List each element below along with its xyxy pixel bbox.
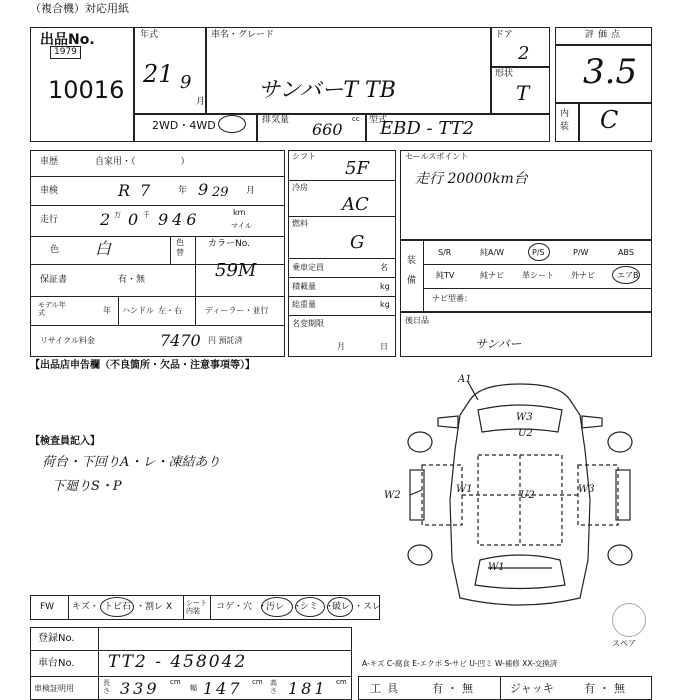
chassis-value: TT2 - 458042 — [108, 652, 248, 672]
height-label: 高さ — [270, 679, 277, 695]
sales-label: セールスポイント — [405, 152, 469, 161]
car-damage-diagram — [380, 370, 670, 620]
door-value: 2 — [518, 43, 530, 64]
drive-label: 2WD・4WD — [152, 119, 216, 132]
height-unit: cm — [336, 678, 347, 686]
inspection-day: 29 — [212, 185, 229, 200]
color-no-label: カラーNo. — [208, 239, 250, 249]
4wd-circle — [218, 115, 246, 133]
fw-item-crack: ・割レ — [136, 602, 164, 612]
diag-label-w1-left: W1 — [456, 484, 473, 495]
sales-box — [400, 150, 652, 240]
dealer-label: ディーラー・並行 — [205, 306, 269, 315]
width-unit: cm — [252, 678, 263, 686]
car-name-value: サンバーT TB — [258, 78, 396, 103]
lot-number: 10016 — [48, 76, 125, 104]
lot-small-number: 1979 — [50, 46, 81, 59]
fw-item-scratch: キズ・ — [72, 602, 99, 612]
km-unit: km — [233, 208, 246, 217]
handle-value: 左・右 — [158, 306, 182, 315]
interior-value: C — [600, 106, 619, 134]
inspector-line1: 荷台・下回りA・レ・凍結あり — [42, 455, 221, 470]
model-value: EBD - TT2 — [380, 118, 475, 139]
mileage-rest: 946 — [158, 210, 201, 229]
inspection-year: 7 — [140, 181, 151, 200]
len-unit: cm — [170, 678, 181, 686]
fw-item-x: X — [166, 602, 173, 612]
sales-value: 走行 20000km台 — [415, 171, 528, 187]
height-value: 181 — [288, 679, 328, 698]
equip-sr: S/R — [438, 248, 452, 257]
diag-label-u2-top: U2 — [518, 428, 533, 439]
diag-label-w3-top: W3 — [516, 412, 533, 423]
color-value: 白 — [95, 239, 112, 258]
jack-value: 有・無 — [584, 682, 629, 695]
equip-pw: P/W — [573, 248, 589, 257]
equip-airbag: エアB — [617, 271, 639, 280]
equip-ext-navi: 外ナビ — [571, 271, 595, 280]
cert-label: 車検証明用 — [34, 684, 74, 693]
load-unit: kg — [380, 282, 390, 291]
year-label: 年式 — [140, 30, 159, 40]
diag-label-w3-right: W3 — [578, 484, 595, 495]
change-label: 名変期限 — [292, 319, 324, 328]
fw-tear: 破レ — [332, 602, 351, 612]
grade-label: 評価点 — [585, 30, 625, 40]
chassis-label: 車台No. — [38, 658, 75, 669]
fw-burn: コゲ・穴 — [216, 602, 253, 612]
equip-navi: 純ナビ — [480, 271, 504, 280]
mileage-label: 走行 — [40, 215, 59, 225]
capacity-label: 乗車定員 — [292, 263, 324, 272]
tear-circle — [327, 597, 353, 617]
shape-value: T — [516, 81, 530, 105]
inspection-label: 車検 — [40, 186, 59, 196]
damage-legend: A-キズ C-腐食 E-エクボ S-サビ U-凹ミ W-補修 XX-交換済 — [362, 659, 558, 668]
change-day: 日 — [380, 342, 388, 351]
equip-abs: ABS — [618, 248, 634, 257]
inspection-month-unit: 月 — [246, 186, 256, 196]
ac-label: 冷房 — [292, 183, 308, 192]
mile-unit: マイル — [231, 222, 252, 230]
equip-aw: 純A/W — [480, 248, 505, 257]
diag-label-a1: A1 — [458, 374, 472, 385]
airbag-circle — [612, 266, 640, 284]
width-value: 147 — [203, 679, 243, 698]
fw-stain: シミ — [300, 602, 319, 612]
fw-dot3: ・ — [325, 602, 335, 612]
recycle-unit: 円 預託済 — [208, 336, 243, 345]
fw-item-chip: トビ石 — [104, 602, 132, 612]
inspection-era: R — [118, 181, 131, 200]
form-caption: （複合機）対応用紙 — [30, 2, 129, 15]
mileage-sen: 0 — [128, 210, 139, 229]
len-value: 339 — [120, 679, 160, 698]
mileage-man: 2 — [100, 210, 111, 229]
history-value: 自家用・（ ） — [95, 157, 190, 167]
month-unit: 月 — [196, 97, 206, 107]
len-label: 長さ — [103, 679, 110, 695]
diag-label-w1-bottom: W1 — [488, 562, 505, 573]
later-box — [400, 312, 652, 357]
shift-label: シフト — [292, 152, 316, 161]
spare-circle — [612, 603, 646, 637]
width-label: 幅 — [190, 684, 197, 692]
handle-label: ハンドル — [122, 306, 154, 315]
gross-label: 総重量 — [292, 300, 316, 309]
fuel-value: G — [350, 232, 365, 253]
inspection-month: 9 — [198, 180, 209, 199]
month-value: 9 — [180, 72, 192, 93]
tools-value: 有・無 — [432, 682, 477, 695]
fw-dirt: 汚レ — [266, 602, 285, 612]
year-value: 21 — [143, 60, 174, 88]
model-label: 型式 — [369, 115, 388, 125]
navi-model-label: ナビ型番： — [432, 294, 472, 303]
mileage-man-unit: 万 — [114, 211, 121, 219]
equip-ps: P/S — [532, 248, 545, 257]
recycle-value: 7470 — [160, 331, 201, 350]
recycle-label: リサイクル料金 — [40, 336, 95, 345]
inspector-label: 【検査員記入】 — [30, 436, 100, 447]
model-year-unit: 年 — [103, 306, 111, 315]
change-month: 月 — [337, 342, 345, 351]
later-label: 後日品 — [405, 316, 429, 325]
diag-label-u2-mid: U2 — [520, 490, 535, 501]
warranty-value: 有・無 — [118, 275, 146, 285]
inspector-line2: 下廻りS・P — [52, 479, 122, 494]
history-label: 車歴 — [40, 157, 59, 167]
ac-value: AC — [342, 194, 369, 215]
grade-value: 3.5 — [583, 52, 638, 92]
tools-label: 工具 — [370, 682, 404, 695]
mileage-sen-unit: 千 — [143, 211, 150, 219]
dirt-circle — [261, 597, 293, 617]
stain-circle — [295, 597, 325, 617]
jack-label: ジャッキ — [510, 682, 554, 695]
reg-no-label: 登録No. — [38, 633, 75, 644]
fw-sheet-label: シート内装 — [186, 599, 207, 616]
fw-rub: ・スレ — [354, 602, 382, 612]
equip-leather: 革シート — [522, 271, 554, 280]
fw-label: FW — [40, 602, 55, 612]
fuel-label: 燃料 — [292, 219, 308, 228]
fw-dot2: ・ — [293, 602, 303, 612]
color-change-label: 色替 — [176, 238, 184, 258]
model-year-label: モデル年式 — [38, 301, 66, 318]
capacity-unit: 名 — [380, 263, 388, 272]
equipment-label: 装備 — [407, 256, 417, 286]
chip-circle — [100, 597, 134, 617]
spare-label: スペア — [612, 639, 636, 648]
shape-label: 形状 — [495, 69, 514, 79]
load-label: 積載量 — [292, 282, 316, 291]
gross-unit: kg — [380, 300, 390, 309]
cc-unit: cc — [352, 115, 360, 123]
inspection-year-unit: 年 — [178, 186, 188, 196]
car-name-label: 車名・グレード — [211, 30, 275, 40]
displacement-label: 排気量 — [262, 115, 290, 125]
color-no-value: 59M — [215, 260, 257, 281]
equip-tv: 純TV — [436, 271, 455, 280]
lot-title: 出品No. — [40, 32, 95, 48]
color-label: 色 — [50, 245, 60, 255]
dealer-report-label: 【出品店申告欄（不良箇所・欠品・注意事項等）】 — [30, 360, 255, 371]
later-value: サンバー — [475, 337, 522, 351]
interior-label: 内装 — [560, 109, 570, 132]
shift-value: 5F — [345, 158, 369, 179]
warranty-label: 保証書 — [40, 275, 68, 285]
displacement-value: 660 — [312, 120, 343, 139]
diag-label-w2-left: W2 — [384, 490, 401, 501]
door-label: ドア — [495, 30, 513, 40]
ps-circle — [528, 243, 550, 261]
fw-dot1: ・ — [258, 602, 268, 612]
